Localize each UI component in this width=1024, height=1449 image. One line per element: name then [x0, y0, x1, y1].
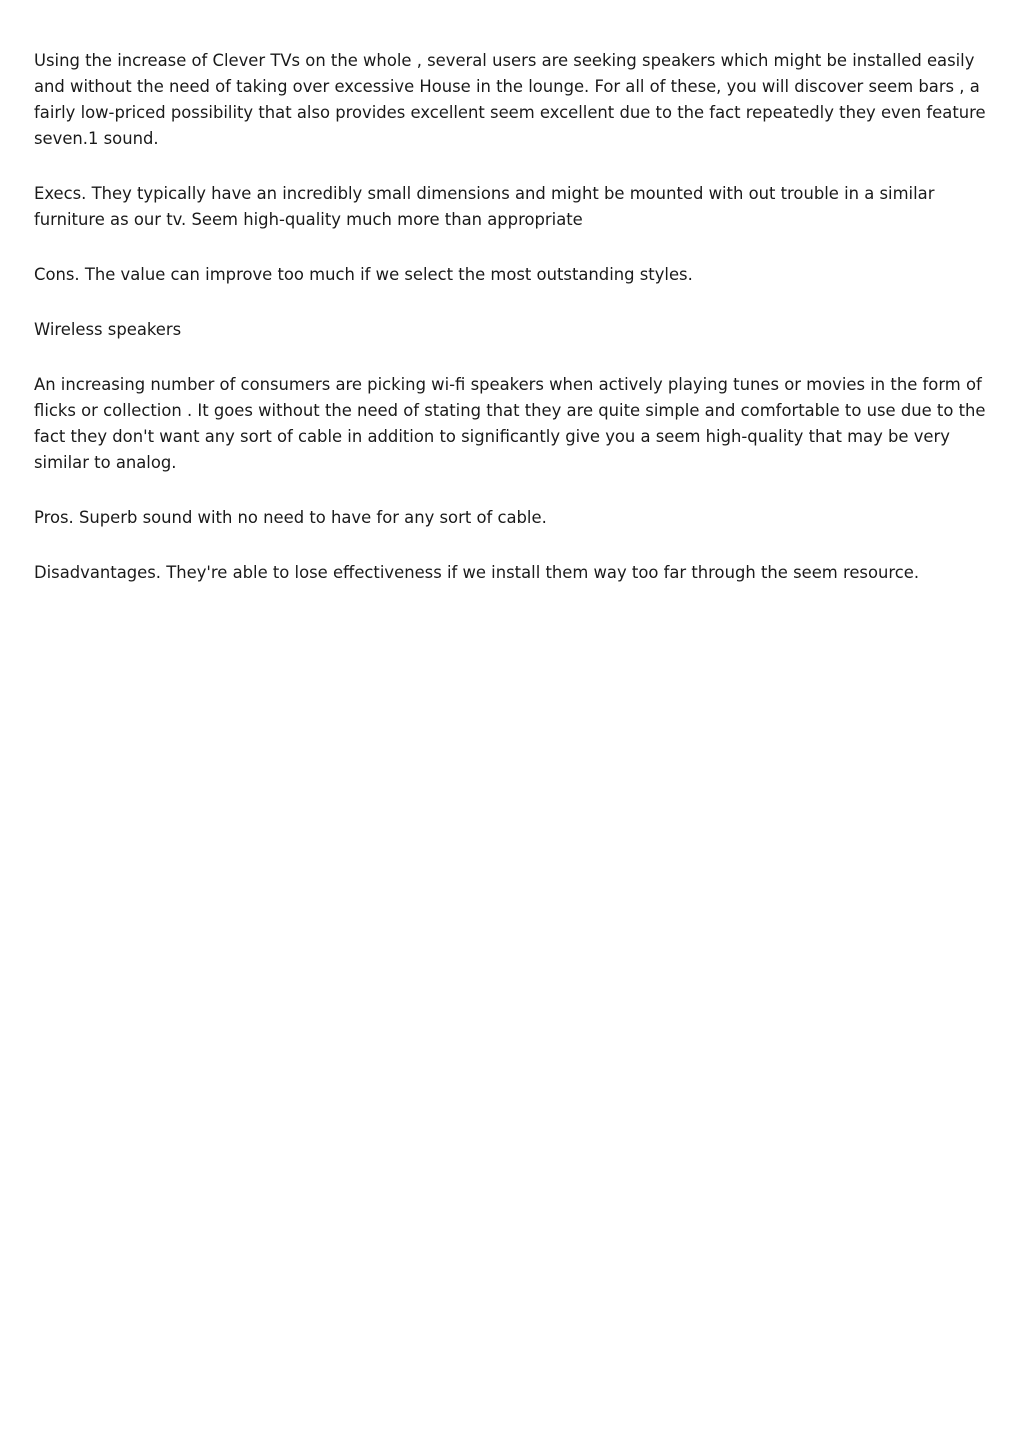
document-body: [34, 48, 994, 615]
section-heading-wireless-speakers: Wireless speakers: [34, 320, 182, 339]
paragraph-wireless-intro: An increasing number of consumers are picking wi-fi speakers when actively playing tunes or movies in the form of flicks or collection . It goes without the need of stating that they are quite simple and comfortable to use due to the fact they don't want any sort of cable in addition to significantly give you a seem high-quality that may be very similar to analog.: [34, 375, 986, 472]
paragraph-wireless-pros: Pros. Superb sound with no need to have for any sort of cable.: [34, 508, 547, 527]
paragraph-intro-sound-bars: Using the increase of Clever TVs on the whole , several users are seeking speakers which might be installed easily and without the need of taking over excessive House in the lounge. For all of these, you will discover seem bars , a fairly low-priced possibility that also provides excellent seem excellent due to the fact repeatedly they even feature seven.1 sound.: [34, 51, 986, 148]
paragraph-wireless-disadvantages: Disadvantages. They're able to lose effectiveness if we install them way too far through the seem resource.: [34, 563, 920, 582]
paragraph-sound-bars-pros: Execs. They typically have an incredibly small dimensions and might be mounted with out trouble in a similar furniture as our tv. Seem high-quality much more than appropriate: [34, 184, 935, 229]
paragraph-sound-bars-cons: Cons. The value can improve too much if we select the most outstanding styles.: [34, 265, 693, 284]
